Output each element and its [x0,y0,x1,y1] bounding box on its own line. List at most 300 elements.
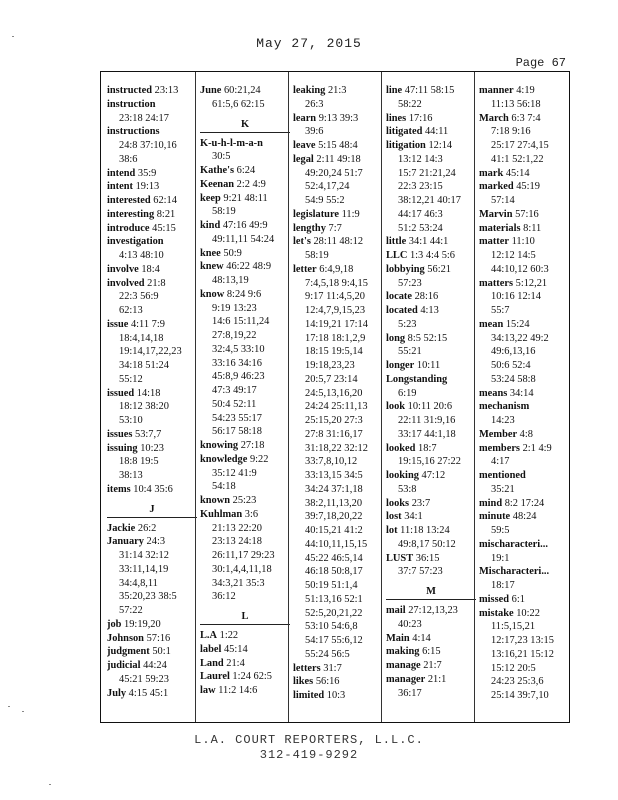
index-term: mentioned [479,470,526,481]
scan-speck [12,36,14,37]
index-refs: 19:15,16 27:22 [398,456,461,468]
index-refs: 52:5,20,21,22 [305,607,363,619]
index-refs: 22:3 23:15 [398,181,443,193]
index-refs: 2:2 4:9 [234,178,266,190]
index-refs: 8:11 [520,222,542,234]
index-entry [107,222,197,236]
index-refs: 4:15 45:1 [126,687,169,699]
index-entry [479,607,569,621]
index-reference-line [107,153,197,167]
index-refs: 62:14 [150,195,177,206]
index-refs: 4:13 [417,305,439,316]
index-refs: 44:24 [140,660,167,671]
index-reference-line [200,535,290,549]
index-reference-line [479,414,569,428]
index-reference-line [107,590,197,604]
index-refs: 6:4,9,18 [316,263,354,275]
index-term: LLC [386,250,408,261]
index-term: label [200,643,222,655]
index-reference-line [293,510,383,524]
index-term: involve [107,263,139,275]
index-refs: 56:17 58:18 [212,426,262,438]
index-reference-line [107,290,197,304]
index-entry [200,288,290,302]
index-refs: 30:1,4,4,11,18 [212,563,272,575]
index-entry [386,125,476,139]
index-term: looked [386,442,416,454]
index-entry [386,604,476,618]
index-term: knee [200,247,221,259]
index-reference-line [386,414,476,428]
index-reference-line [200,150,290,164]
index-reference-line [479,373,569,387]
index-refs: 15:7 21:21,24 [398,167,456,179]
index-reference-line [293,538,383,552]
index-reference-line [293,455,383,469]
index-term: manner [479,85,514,96]
index-refs: 24:24 25:11,13 [305,401,368,413]
index-term: K-u-h-l-m-a-n [200,137,263,149]
index-column-3 [293,84,383,703]
index-refs: 38:2,11,13,20 [305,497,363,509]
index-reference-line [293,634,383,648]
index-entry [200,670,290,684]
index-term: little [386,236,407,248]
index-reference-line [107,112,197,126]
index-refs: 46:22 48:9 [223,261,272,273]
index-refs: 61:5,6 62:15 [212,98,265,110]
index-reference-line [107,249,197,263]
index-refs: 32:4,5 33:10 [212,343,265,355]
index-refs: 25:15,20 27:3 [305,415,363,426]
index-reference-line [293,524,383,538]
index-refs: 60:21,24 [221,85,261,96]
index-entry [479,277,569,291]
index-reference-line [293,565,383,579]
index-refs: 9:19 13:23 [212,302,257,314]
index-term: mark [479,167,504,179]
index-entry [107,125,197,139]
index-refs: 38:13 [119,470,143,481]
index-refs: 33:13,15 34:5 [305,470,363,481]
index-entry [479,442,569,456]
index-entry [293,662,383,676]
index-entry [293,222,383,236]
scan-speck [49,784,51,785]
index-refs: 35:9 [135,167,157,179]
index-reference-line [479,675,569,689]
index-reference-line [293,414,383,428]
letter-section-heading: J [107,502,197,518]
index-refs: 15:24 [503,318,530,330]
index-term: missed [479,593,510,605]
index-refs: 39:7,18,20,22 [305,511,363,523]
index-refs: 10:4 35:6 [130,483,173,495]
index-term: Mischaracteri... [479,566,550,578]
index-reference-line [479,332,569,346]
index-reference-line [479,249,569,263]
index-reference-line [293,167,383,181]
index-refs: 18:4,14,18 [119,332,164,344]
index-reference-line [200,370,290,384]
index-reference-line [386,222,476,236]
index-reference-line [293,180,383,194]
index-term: mischaracteri... [479,538,548,550]
index-refs: 50:1 [149,646,171,658]
index-refs: 53:24 58:8 [491,373,536,385]
index-reference-line [293,483,383,497]
index-refs: 10:3 [324,690,346,701]
index-refs: 28:11 48:12 [310,236,364,248]
index-term: mechanism [479,401,530,413]
column-divider [381,72,382,722]
index-term: matter [479,236,509,248]
index-refs: 45:19 [513,181,540,193]
index-entry [107,84,197,98]
index-entry [200,494,290,508]
index-entry [200,629,290,643]
letter-section-heading: K [200,117,290,133]
index-term: mail [386,605,406,616]
index-refs: 54:17 55:6,12 [305,635,363,646]
index-refs: 58:22 [398,98,422,110]
index-entry [200,137,290,151]
index-refs: 54:23 55:17 [212,412,262,424]
index-refs: 14:6 15:11,24 [212,316,270,328]
index-reference-line [479,153,569,167]
index-entry [386,645,476,659]
index-reference-line [479,139,569,153]
index-entry [107,387,197,401]
index-term: L.A [200,630,218,641]
index-term: looking [386,470,419,481]
index-refs: 6:1 [509,593,525,605]
index-reference-line [293,428,383,442]
index-entry [386,263,476,277]
index-entry [107,180,197,194]
index-entry [200,192,290,206]
index-term: mean [479,318,504,330]
index-refs: 33:11,14,19 [119,563,169,575]
index-reference-line [479,483,569,497]
index-refs: 21:8 [144,277,166,289]
index-term: job [107,618,122,630]
index-refs: 54:18 [212,481,236,493]
index-reference-line [107,373,197,387]
index-term: located [386,305,418,316]
index-refs: 46:18 50:8,17 [305,566,363,578]
index-refs: 1:22 [217,630,239,641]
index-reference-line [386,318,476,332]
index-term: marked [479,181,514,193]
index-reference-line [293,125,383,139]
index-term: letter [293,263,317,275]
index-reference-line [293,593,383,607]
index-refs: 33:17 44:1,18 [398,428,456,440]
index-entry [386,359,476,373]
index-refs: 58:19 [305,250,329,261]
index-refs: 56:16 [313,676,340,688]
index-refs: 5:23 [398,318,417,330]
index-entry [386,673,476,687]
index-refs: 26:11,17 29:23 [212,550,275,561]
index-entry [200,260,290,274]
footer-phone: 312-419-9292 [259,748,359,762]
index-term: lost [386,511,402,523]
index-refs: 11:18 13:24 [397,525,450,536]
scan-speck [8,706,10,707]
index-reference-line [479,98,569,112]
index-term: members [479,442,520,454]
index-entry [479,112,569,126]
index-entry [386,249,476,263]
index-entry [479,565,569,579]
index-reference-line [107,563,197,577]
index-term: January [107,536,144,548]
index-entry [293,112,383,126]
transcript-date: May 27, 2015 [256,36,362,51]
index-refs: 13:16,21 15:12 [491,648,554,660]
index-reference-line [479,552,569,566]
index-entry [479,497,569,511]
index-refs: 22:11 31:9,16 [398,415,456,426]
index-reference-line [200,522,290,536]
index-refs: 31:7 [320,662,342,674]
index-reference-line [386,167,476,181]
index-reference-line [200,274,290,288]
index-term: litigation [386,140,426,151]
index-reference-line [293,194,383,208]
index-reference-line [200,329,290,343]
index-reference-line [107,469,197,483]
index-entry [293,139,383,153]
index-entry [386,84,476,98]
index-term: mistake [479,607,514,619]
index-refs: 27:18 [238,440,265,451]
index-entry [293,153,383,167]
index-refs: 19:18,23,23 [305,360,355,371]
index-refs: 55:7 [491,305,510,316]
index-reference-line [479,263,569,277]
index-entry [386,304,476,318]
index-refs: 11:5,15,21 [491,621,536,633]
index-term: manager [386,673,426,685]
index-column-2 [200,84,290,698]
index-refs: 24:8 37:10,16 [119,140,177,151]
index-refs: 8:5 52:15 [405,332,448,344]
index-reference-line [386,277,476,291]
index-term: legislature [293,208,339,220]
index-refs: 53:7,7 [132,428,162,440]
index-refs: 36:17 [398,687,422,699]
index-reference-line [107,400,197,414]
index-refs: 6:15 [419,646,441,658]
index-reference-line [107,549,197,563]
index-refs: 34:13,22 49:2 [491,332,549,344]
index-reference-line [200,343,290,357]
index-reference-line [200,590,290,604]
index-entry [107,167,197,181]
index-reference-line [200,412,290,426]
index-term: June [200,85,222,96]
index-refs: 50:4 52:11 [212,398,257,410]
index-refs: 21:4 [223,657,245,669]
index-entry [107,194,197,208]
index-refs: 5:15 48:4 [315,140,358,151]
index-reference-line [107,304,197,318]
index-refs: 48:13,19 [212,275,249,286]
index-term: instruction [107,98,156,110]
index-reference-line [479,125,569,139]
index-entry [200,439,290,453]
index-term: manage [386,660,421,671]
index-term: judicial [107,660,141,671]
index-refs: 7:18 9:16 [491,126,531,138]
index-entry [107,522,197,536]
index-refs: 20:5,7 23:14 [305,373,358,385]
index-refs: 26:3 [305,98,324,110]
index-entry [479,222,569,236]
index-reference-line [293,332,383,346]
index-reference-line [386,428,476,442]
index-refs: 18:4 [138,263,160,275]
index-entry [479,84,569,98]
index-refs: 10:11 [414,360,441,371]
index-refs: 52:4,17,24 [305,181,350,193]
index-term: mind [479,497,503,509]
word-index-frame [100,71,570,723]
index-term: Laurel [200,671,230,683]
index-term: involved [107,277,145,289]
index-entry [386,510,476,524]
index-reference-line [293,277,383,291]
index-refs: 11:13 56:18 [491,98,541,110]
index-reference-line [200,467,290,481]
index-term: know [200,288,225,300]
index-term: issue [107,318,129,330]
index-refs: 40:15,21 41:2 [305,525,363,536]
index-term: Kathe's [200,165,235,176]
index-reference-line [200,315,290,329]
index-entry [200,84,290,98]
index-reference-line [386,98,476,112]
index-reference-line [386,180,476,194]
index-refs: 49:6,13,16 [491,346,536,358]
index-refs: 34:14 [507,387,534,399]
index-refs: 19:19,20 [121,618,161,630]
index-reference-line [479,304,569,318]
index-refs: 35:21 [491,483,515,495]
index-term: likes [293,676,314,688]
index-refs: 8:21 [154,208,176,220]
index-term: leaking [293,85,326,96]
index-refs: 4:11 7:9 [128,318,165,330]
index-refs: 6:3 7:4 [508,112,541,124]
index-entry [386,469,476,483]
index-term: judgment [107,646,150,658]
index-refs: 57:16 [143,632,171,644]
index-reference-line [479,648,569,662]
index-entry [293,208,383,222]
index-refs: 25:17 27:4,15 [491,140,549,151]
index-term: longer [386,360,415,371]
index-reference-line [200,398,290,412]
index-term: July [107,687,127,699]
index-reference-line [386,618,476,632]
index-refs: 45:14 [221,643,248,655]
index-entry [479,208,569,222]
index-entry [107,483,197,497]
index-term: Longstanding [386,373,448,385]
index-term: making [386,646,420,658]
index-refs: 12:4,7,9,15,23 [305,305,366,316]
scan-speck [22,711,24,712]
index-refs: 21:7 [420,660,442,671]
index-refs: 45:21 59:23 [119,673,169,685]
index-reference-line [479,689,569,703]
index-reference-line [107,455,197,469]
index-refs: 12:12 14:5 [491,250,536,261]
index-refs: 12:14 [425,140,453,151]
index-term: instructed [107,85,153,96]
index-refs: 4:14 [409,632,431,644]
index-refs: 44:10,11,15,15 [305,538,368,550]
index-reference-line [293,400,383,414]
index-entry [479,538,569,552]
index-term: Jackie [107,522,136,534]
index-term: issues [107,428,133,440]
index-refs: 34:1 44:1 [406,236,449,248]
index-refs: 41:1 52:1,22 [491,153,544,165]
index-reference-line [293,648,383,662]
index-refs: 21:13 22:20 [212,522,262,534]
index-refs: 19:13 [132,181,160,193]
index-term: Johnson [107,632,144,644]
index-entry [386,400,476,414]
column-divider [288,72,289,722]
index-term: line [386,85,403,96]
index-refs: 44:17 46:3 [398,208,443,220]
index-term: learn [293,112,317,124]
index-entry [107,659,197,673]
index-refs: 49:11,11 54:24 [212,233,275,245]
index-refs: 3:6 [242,508,259,520]
index-refs: 9:17 11:4,5,20 [305,291,365,303]
index-reference-line [386,208,476,222]
index-entry [386,235,476,249]
index-term: law [200,685,216,696]
index-term: knowledge [200,453,248,465]
index-reference-line [200,563,290,577]
index-refs: 19:14,17,22,23 [119,346,182,358]
index-reference-line [386,153,476,167]
index-refs: 55:12 [119,373,143,385]
index-reference-line [200,357,290,371]
index-reference-line [107,359,197,373]
index-reference-line [479,620,569,634]
index-refs: 36:12 [212,591,236,603]
index-refs: 38:6 [119,153,138,165]
index-refs: 8:24 9:6 [224,288,262,300]
index-refs: 17:18 18:1,2,9 [305,332,366,344]
index-refs: 4:19 [513,85,535,96]
index-reference-line [293,579,383,593]
index-refs: 57:23 [398,277,422,289]
index-entry [479,387,569,401]
letter-section-heading: L [200,609,290,625]
index-refs: 39:6 [305,126,324,138]
index-reference-line [386,345,476,359]
